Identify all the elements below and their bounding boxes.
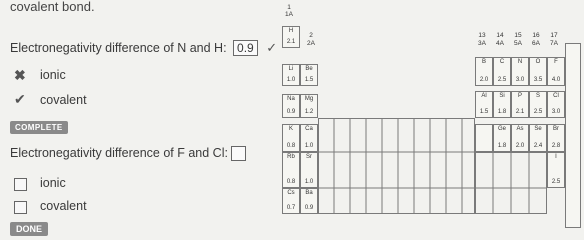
complete-badge: COMPLETE xyxy=(10,121,68,134)
group-label-17: 17 xyxy=(550,32,558,39)
row4-group13 xyxy=(475,124,493,152)
element-ge: Ge 1.8 xyxy=(493,124,511,152)
group-label-16: 16 xyxy=(532,32,540,39)
group-label-2: 2 xyxy=(309,32,313,39)
element-ca: Ca 1.0 xyxy=(300,124,318,152)
element-o: O 3.5 xyxy=(529,57,547,86)
element-se: Se 2.4 xyxy=(529,124,547,152)
q1-option-covalent[interactable] xyxy=(14,91,26,109)
q2-option-covalent-checkbox[interactable] xyxy=(14,201,27,214)
element-b: B 2.0 xyxy=(475,57,493,86)
question-2-text: Electronegativity difference of F and Cl: xyxy=(10,146,228,160)
element-si: Si 1.8 xyxy=(493,91,511,118)
element-al: Al 1.5 xyxy=(475,91,493,118)
element-cl: Cl 3.0 xyxy=(547,91,565,118)
group-label-14: 14 xyxy=(496,32,504,39)
group-label-6a: 6A xyxy=(532,40,540,47)
page-heading: covalent bond. xyxy=(10,0,95,14)
p-block-lower-grid xyxy=(475,152,547,214)
q1-option-ionic-label: ionic xyxy=(40,68,66,82)
correct-check-icon: ✓ xyxy=(266,40,278,55)
periodic-table xyxy=(280,6,584,230)
element-i: I 2.5 xyxy=(547,152,565,188)
group-label-15: 15 xyxy=(514,32,522,39)
element-na: Na 0.9 xyxy=(282,94,300,118)
question-1-text: Electronegativity difference of N and H: xyxy=(10,41,227,55)
group-label-1a: 1A xyxy=(285,11,293,18)
element-sr: Sr 1.0 xyxy=(300,152,318,188)
noble-gas-column xyxy=(565,43,581,228)
incorrect-x-icon: ✖ xyxy=(14,67,26,83)
group-label-13: 13 xyxy=(478,32,486,39)
element-rb: Rb 0.8 xyxy=(282,152,300,188)
q2-option-ionic-label: ionic xyxy=(40,176,66,190)
done-button[interactable]: DONE xyxy=(10,222,48,236)
question-2 xyxy=(10,146,246,161)
question-2-answer-field[interactable] xyxy=(231,146,246,161)
element-mg: Mg 1.2 xyxy=(300,94,318,118)
group-label-1: 1 xyxy=(287,4,291,11)
group-label-5a: 5A xyxy=(514,40,522,47)
group-label-2a: 2A xyxy=(307,40,315,47)
q2-option-covalent-label: covalent xyxy=(40,199,87,213)
transition-metal-grid xyxy=(318,118,475,214)
group-label-3a: 3A xyxy=(478,40,486,47)
element-f: F 4.0 xyxy=(547,57,565,86)
element-ba: Ba 0.9 xyxy=(300,188,318,214)
question-1 xyxy=(10,40,277,56)
question-1-answer-field[interactable]: 0.9 xyxy=(233,40,258,56)
element-c: C 2.5 xyxy=(493,57,511,86)
element-cs: Cs 0.7 xyxy=(282,188,300,214)
element-br: Br 2.8 xyxy=(547,124,565,152)
q1-option-ionic[interactable] xyxy=(14,67,26,85)
element-s: S 2.5 xyxy=(529,91,547,118)
q1-option-covalent-label: covalent xyxy=(40,93,87,107)
element-li: Li 1.0 xyxy=(282,64,300,86)
element-p: P 2.1 xyxy=(511,91,529,118)
q2-option-ionic-checkbox[interactable] xyxy=(14,178,27,191)
selected-check-icon: ✔ xyxy=(14,91,26,107)
element-h: H 2.1 xyxy=(282,26,300,48)
element-k: K 0.8 xyxy=(282,124,300,152)
element-n: N 3.0 xyxy=(511,57,529,86)
group-label-7a: 7A xyxy=(550,40,558,47)
element-be: Be 1.5 xyxy=(300,64,318,86)
element-as: As 2.0 xyxy=(511,124,529,152)
group-label-4a: 4A xyxy=(496,40,504,47)
